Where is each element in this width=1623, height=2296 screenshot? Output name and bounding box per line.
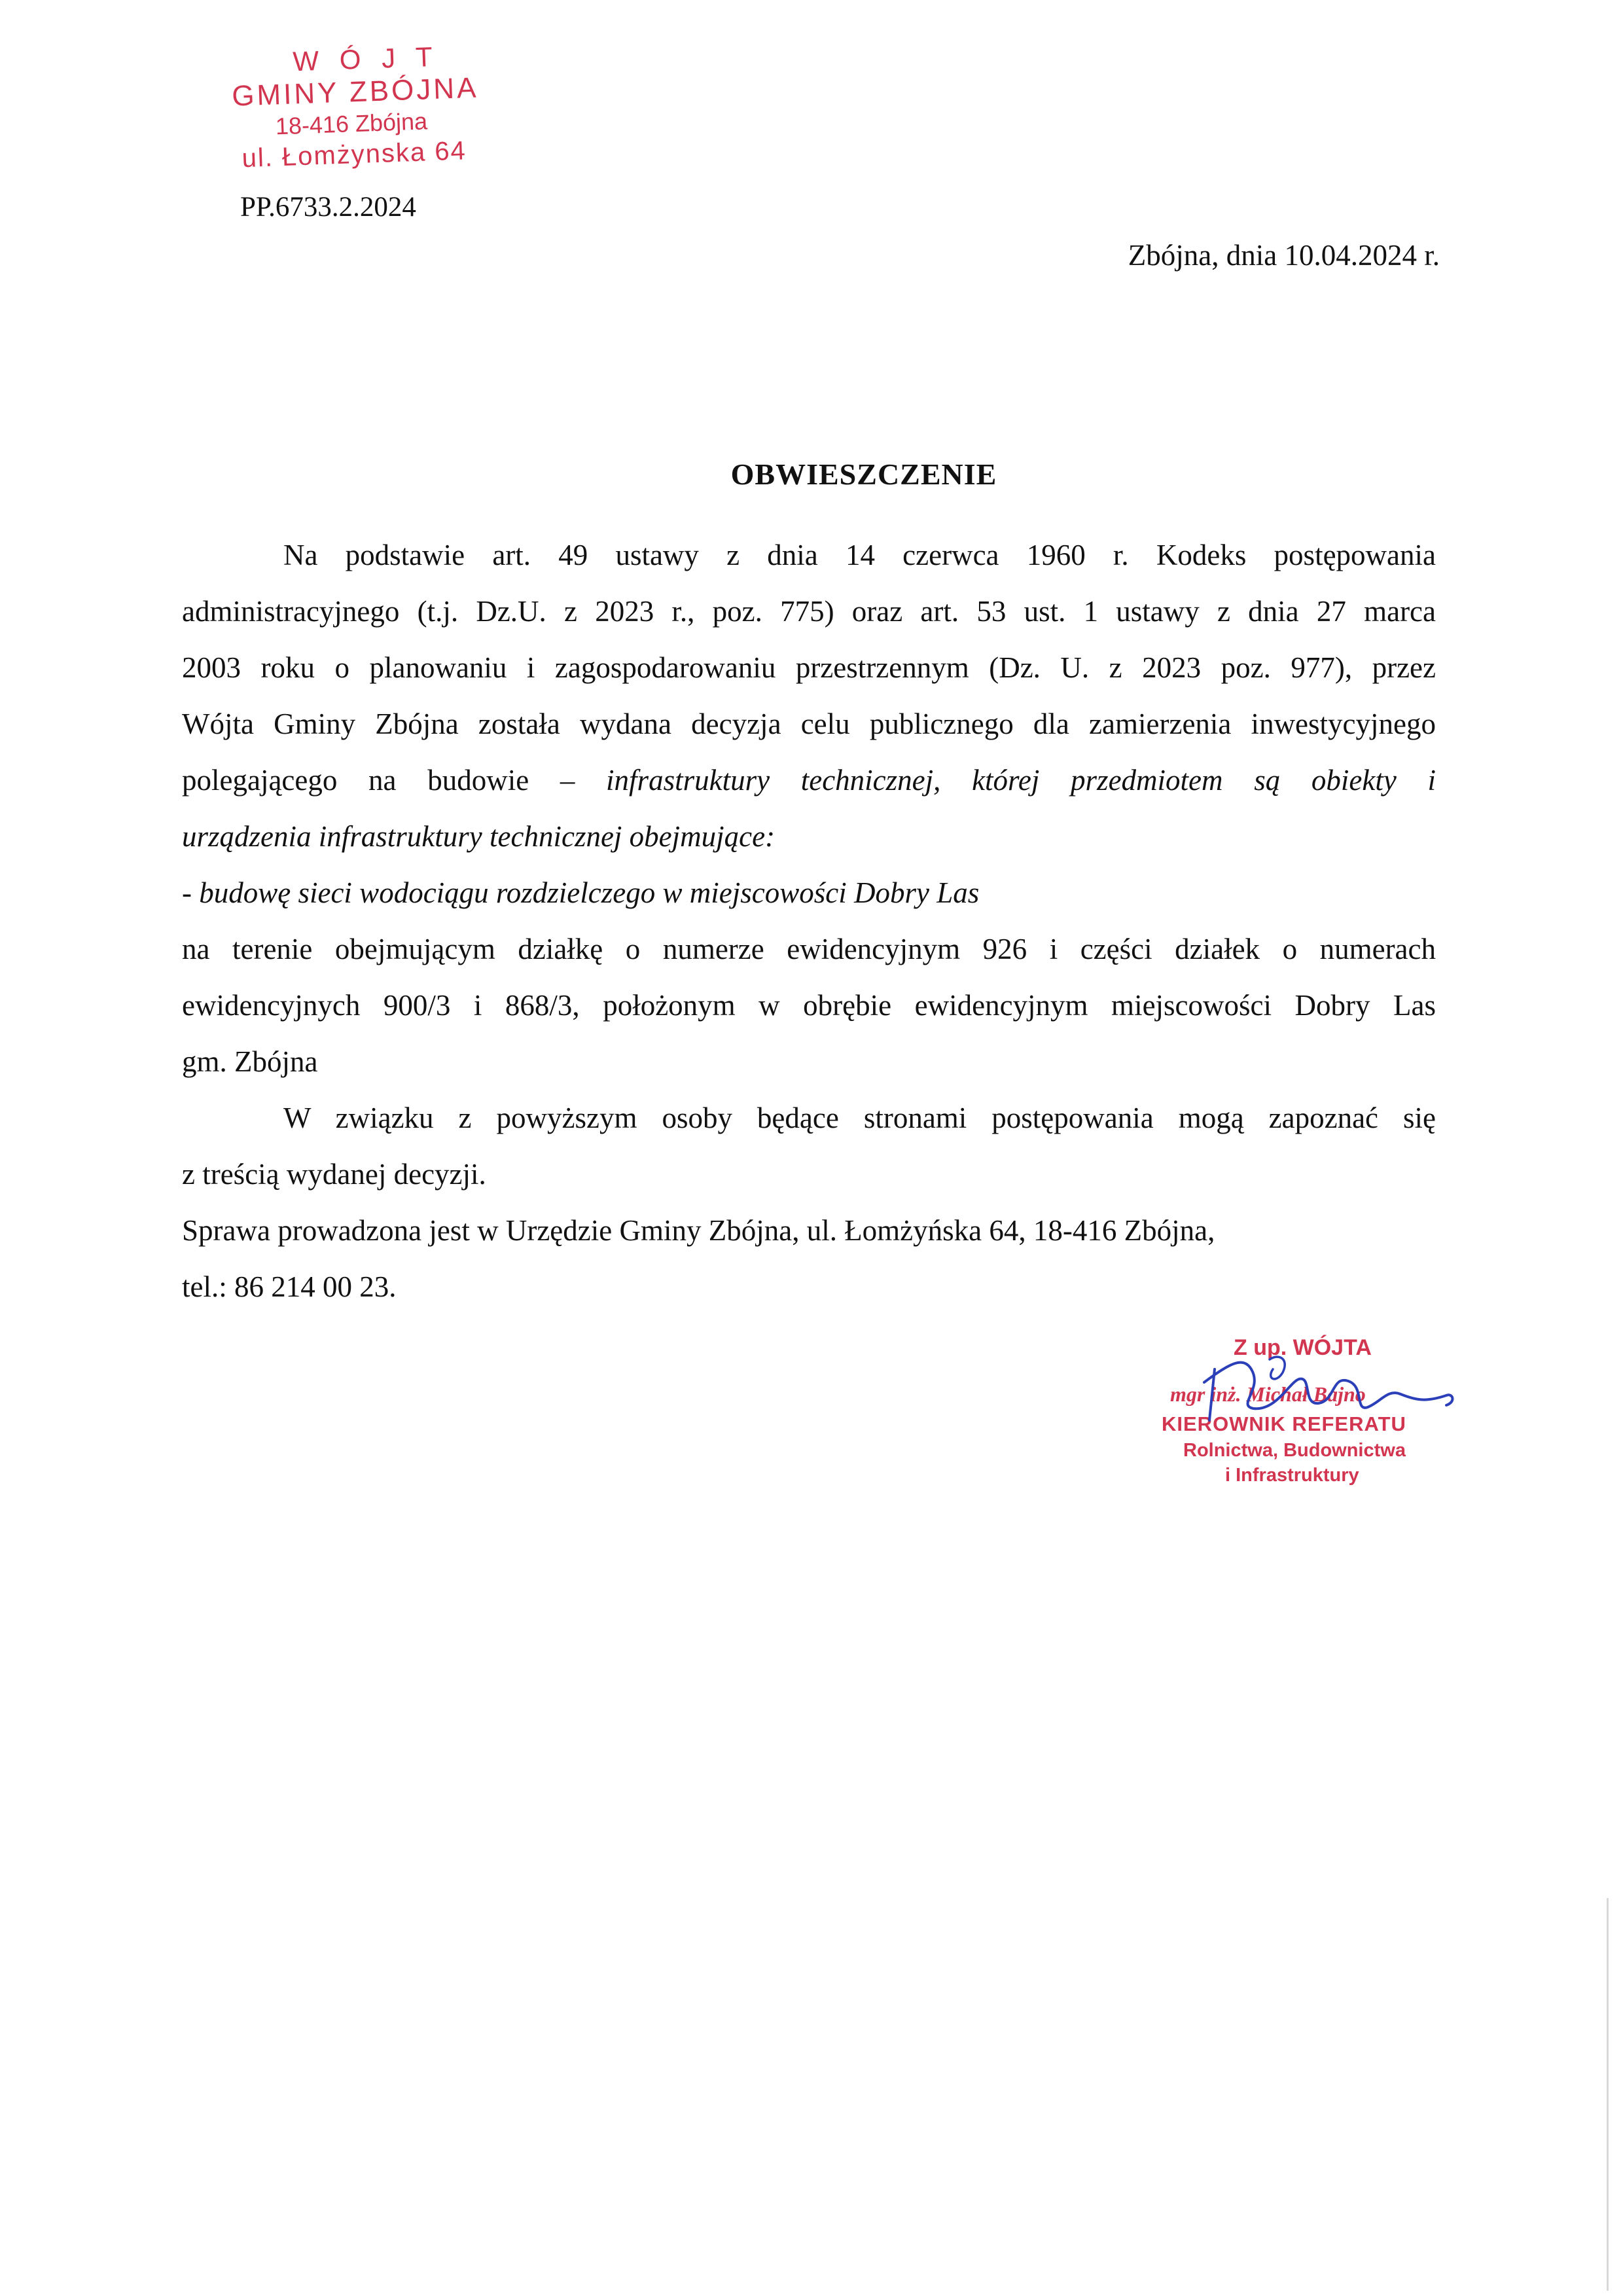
body-line: urządzenia infrastruktury technicznej obejmujące: <box>182 820 776 853</box>
body-line: ewidencyjnych 900/3 i 868/3, położonym w obrębie ewidencyjnym miejscowości Dobry Las <box>182 989 1436 1022</box>
body-line <box>182 752 1436 808</box>
body-line: - budowę sieci wodociągu rozdzielczego w miejscowości Dobry Las <box>182 876 980 909</box>
handwritten-signature <box>1191 1343 1466 1428</box>
body-text-plain: polegającego na budowie – <box>182 764 607 797</box>
stamp-line-4: ul. Łomżynska 64 <box>241 136 467 173</box>
body-line: W związku z powyższym osoby będące stronami postępowania mogą zapoznać się <box>283 1102 1436 1134</box>
stamp-line-2: GMINY ZBÓJNA <box>231 71 480 113</box>
scan-edge-line <box>1607 1898 1609 2291</box>
signature-stamp-line-4: Rolnictwa, Budownictwa <box>1183 1440 1406 1461</box>
body-line: tel.: 86 214 00 23. <box>182 1270 397 1303</box>
body-line: Sprawa prowadzona jest w Urzędzie Gminy Zbójna, ul. Łomżyńska 64, 18-416 Zbójna, <box>182 1214 1215 1247</box>
body-line: Na podstawie art. 49 ustawy z dnia 14 czerwca 1960 r. Kodeks postępowania <box>283 539 1436 571</box>
signature-stamp-line-1: Z up. WÓJTA <box>1234 1335 1372 1360</box>
body-text-italic: infrastruktury technicznej, której przedmiotem są obiekty i <box>606 764 1436 797</box>
body-line: na terenie obejmującym działkę o numerze ewidencyjnym 926 i części działek o numerach <box>182 933 1436 965</box>
body-line: Wójta Gminy Zbójna została wydana decyzja celu publicznego dla zamierzenia inwestycyjnego <box>182 708 1436 740</box>
date-line: Zbójna, dnia 10.04.2024 r. <box>1128 239 1440 272</box>
document-body <box>182 527 1436 1315</box>
signature-stamp-line-2: mgr inż. Michał Bajno <box>1170 1382 1366 1406</box>
body-line: gm. Zbójna <box>182 1045 318 1078</box>
office-stamp <box>230 38 523 175</box>
stamp-line-1: W Ó J T <box>292 41 440 77</box>
document-title: OBWIESZCZENIE <box>730 457 997 491</box>
stamp-line-3: 18-416 Zbójna <box>275 107 428 140</box>
body-line: z treścią wydanej decyzji. <box>182 1158 486 1191</box>
body-line: 2003 roku o planowaniu i zagospodarowaniu przestrzennym (Dz. U. z 2023 poz. 977), przez <box>182 651 1436 684</box>
signature-block <box>1158 1335 1453 1492</box>
case-number: PP.6733.2.2024 <box>240 192 416 223</box>
body-line: administracyjnego (t.j. Dz.U. z 2023 r., poz. 775) oraz art. 53 ust. 1 ustawy z dnia 27 marca <box>182 595 1436 628</box>
signature-stamp-line-3: KIEROWNIK REFERATU <box>1162 1412 1406 1435</box>
signature-stamp-line-5: i Infrastruktury <box>1225 1465 1359 1486</box>
